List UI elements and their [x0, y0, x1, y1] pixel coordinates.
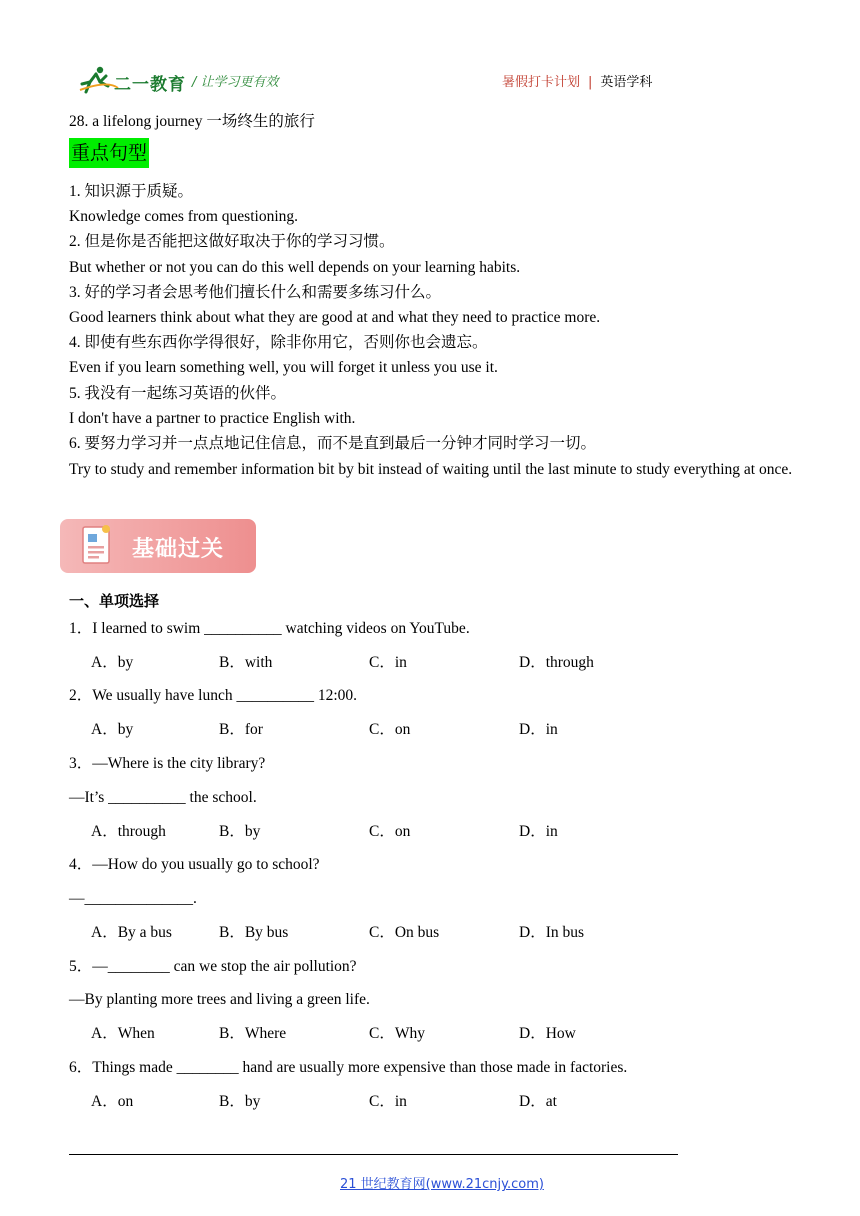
- question-2-stem: 2．We usually have lunch __________ 12:00.: [69, 687, 358, 704]
- header-subject: 英语学科: [600, 75, 653, 90]
- sentence-5-cn: 5. 我没有一起练习英语的伙伴。: [69, 385, 287, 402]
- question-1-stem: 1．I learned to swim __________ watching videos on YouTube.: [69, 620, 470, 637]
- question-3-reply: —It’s __________ the school.: [69, 789, 257, 806]
- q6-option-d: D．at: [519, 1093, 557, 1110]
- header-plan: 暑假打卡计划: [502, 75, 581, 90]
- q5-option-c: C．Why: [369, 1025, 425, 1042]
- q3-option-a: A．through: [91, 823, 166, 840]
- q1-option-c: C．in: [369, 654, 407, 671]
- footer-rule: [69, 1154, 678, 1155]
- document-icon: [80, 524, 114, 568]
- q1-option-d: D．through: [519, 654, 594, 671]
- q1-option-a: A．by: [91, 654, 134, 671]
- question-4-reply: —______________.: [69, 890, 197, 907]
- q4-option-b: B．By bus: [219, 924, 289, 941]
- sentence-1-cn: 1. 知识源于质疑。: [69, 183, 194, 200]
- q6-option-c: C．in: [369, 1093, 407, 1110]
- sentence-3-cn: 3. 好的学习者会思考他们擅长什么和需要多练习什么。: [69, 284, 442, 301]
- q1-option-b: B．with: [219, 654, 273, 671]
- sentence-4-cn: 4. 即使有些东西你学得很好，除非你用它，否则你也会遗忘。: [69, 334, 488, 351]
- q6-option-a: A．on: [91, 1093, 134, 1110]
- sentence-2-en: But whether or not you can do this well depends on your learning habits.: [69, 259, 521, 276]
- q5-option-d: D．How: [519, 1025, 576, 1042]
- section-title: 一、单项选择: [69, 592, 160, 610]
- question-6-stem: 6．Things made ________ hand are usually more expensive than those made in factories.: [69, 1059, 628, 1076]
- q2-option-d: D．in: [519, 721, 558, 738]
- header-right: [502, 71, 652, 90]
- key-sentences-title: 重点句型: [69, 138, 149, 168]
- q2-option-b: B．for: [219, 721, 263, 738]
- sentence-6-en: Try to study and remember information bit by bit instead of waiting until the last minute to study everything at once.: [69, 461, 793, 478]
- header-separator: |: [588, 75, 593, 90]
- q3-option-d: D．in: [519, 823, 558, 840]
- footer-link[interactable]: 21 世纪教育网(www.21cnjy.com): [340, 1177, 544, 1192]
- q5-option-b: B．Where: [219, 1025, 287, 1042]
- phrase-28: 28. a lifelong journey 一场终生的旅行: [69, 113, 315, 130]
- q6-option-b: B．by: [219, 1093, 261, 1110]
- question-4-stem: 4．—How do you usually go to school?: [69, 856, 320, 873]
- q4-option-c: C．On bus: [369, 924, 440, 941]
- sentence-6-cn: 6. 要努力学习并一点点地记住信息，而不是直到最后一分钟才同时学习一切。: [69, 435, 597, 452]
- q4-option-d: D．In bus: [519, 924, 585, 941]
- q4-option-a: A．By a bus: [91, 924, 172, 941]
- header-slogan: / 让学习更有效: [192, 75, 279, 90]
- sentence-1-en: Knowledge comes from questioning.: [69, 208, 299, 225]
- question-3-stem: 3．—Where is the city library?: [69, 755, 266, 772]
- sentence-4-en: Even if you learn something well, you will forget it unless you use it.: [69, 359, 498, 376]
- logo-text: 二一教育: [114, 75, 186, 95]
- question-5-reply: —By planting more trees and living a green life.: [69, 991, 370, 1008]
- sentence-2-cn: 2. 但是你是否能把这做好取决于你的学习习惯。: [69, 233, 395, 250]
- question-5-stem: 5．—________ can we stop the air pollution?: [69, 958, 357, 975]
- sentence-5-en: I don't have a partner to practice English with.: [69, 410, 356, 427]
- q3-option-b: B．by: [219, 823, 261, 840]
- q2-option-a: A．by: [91, 721, 134, 738]
- q5-option-a: A．When: [91, 1025, 155, 1042]
- banner-label: 基础过关: [132, 537, 225, 562]
- q3-option-c: C．on: [369, 823, 411, 840]
- sentence-3-en: Good learners think about what they are good at and what they need to practice more.: [69, 309, 601, 326]
- q2-option-c: C．on: [369, 721, 411, 738]
